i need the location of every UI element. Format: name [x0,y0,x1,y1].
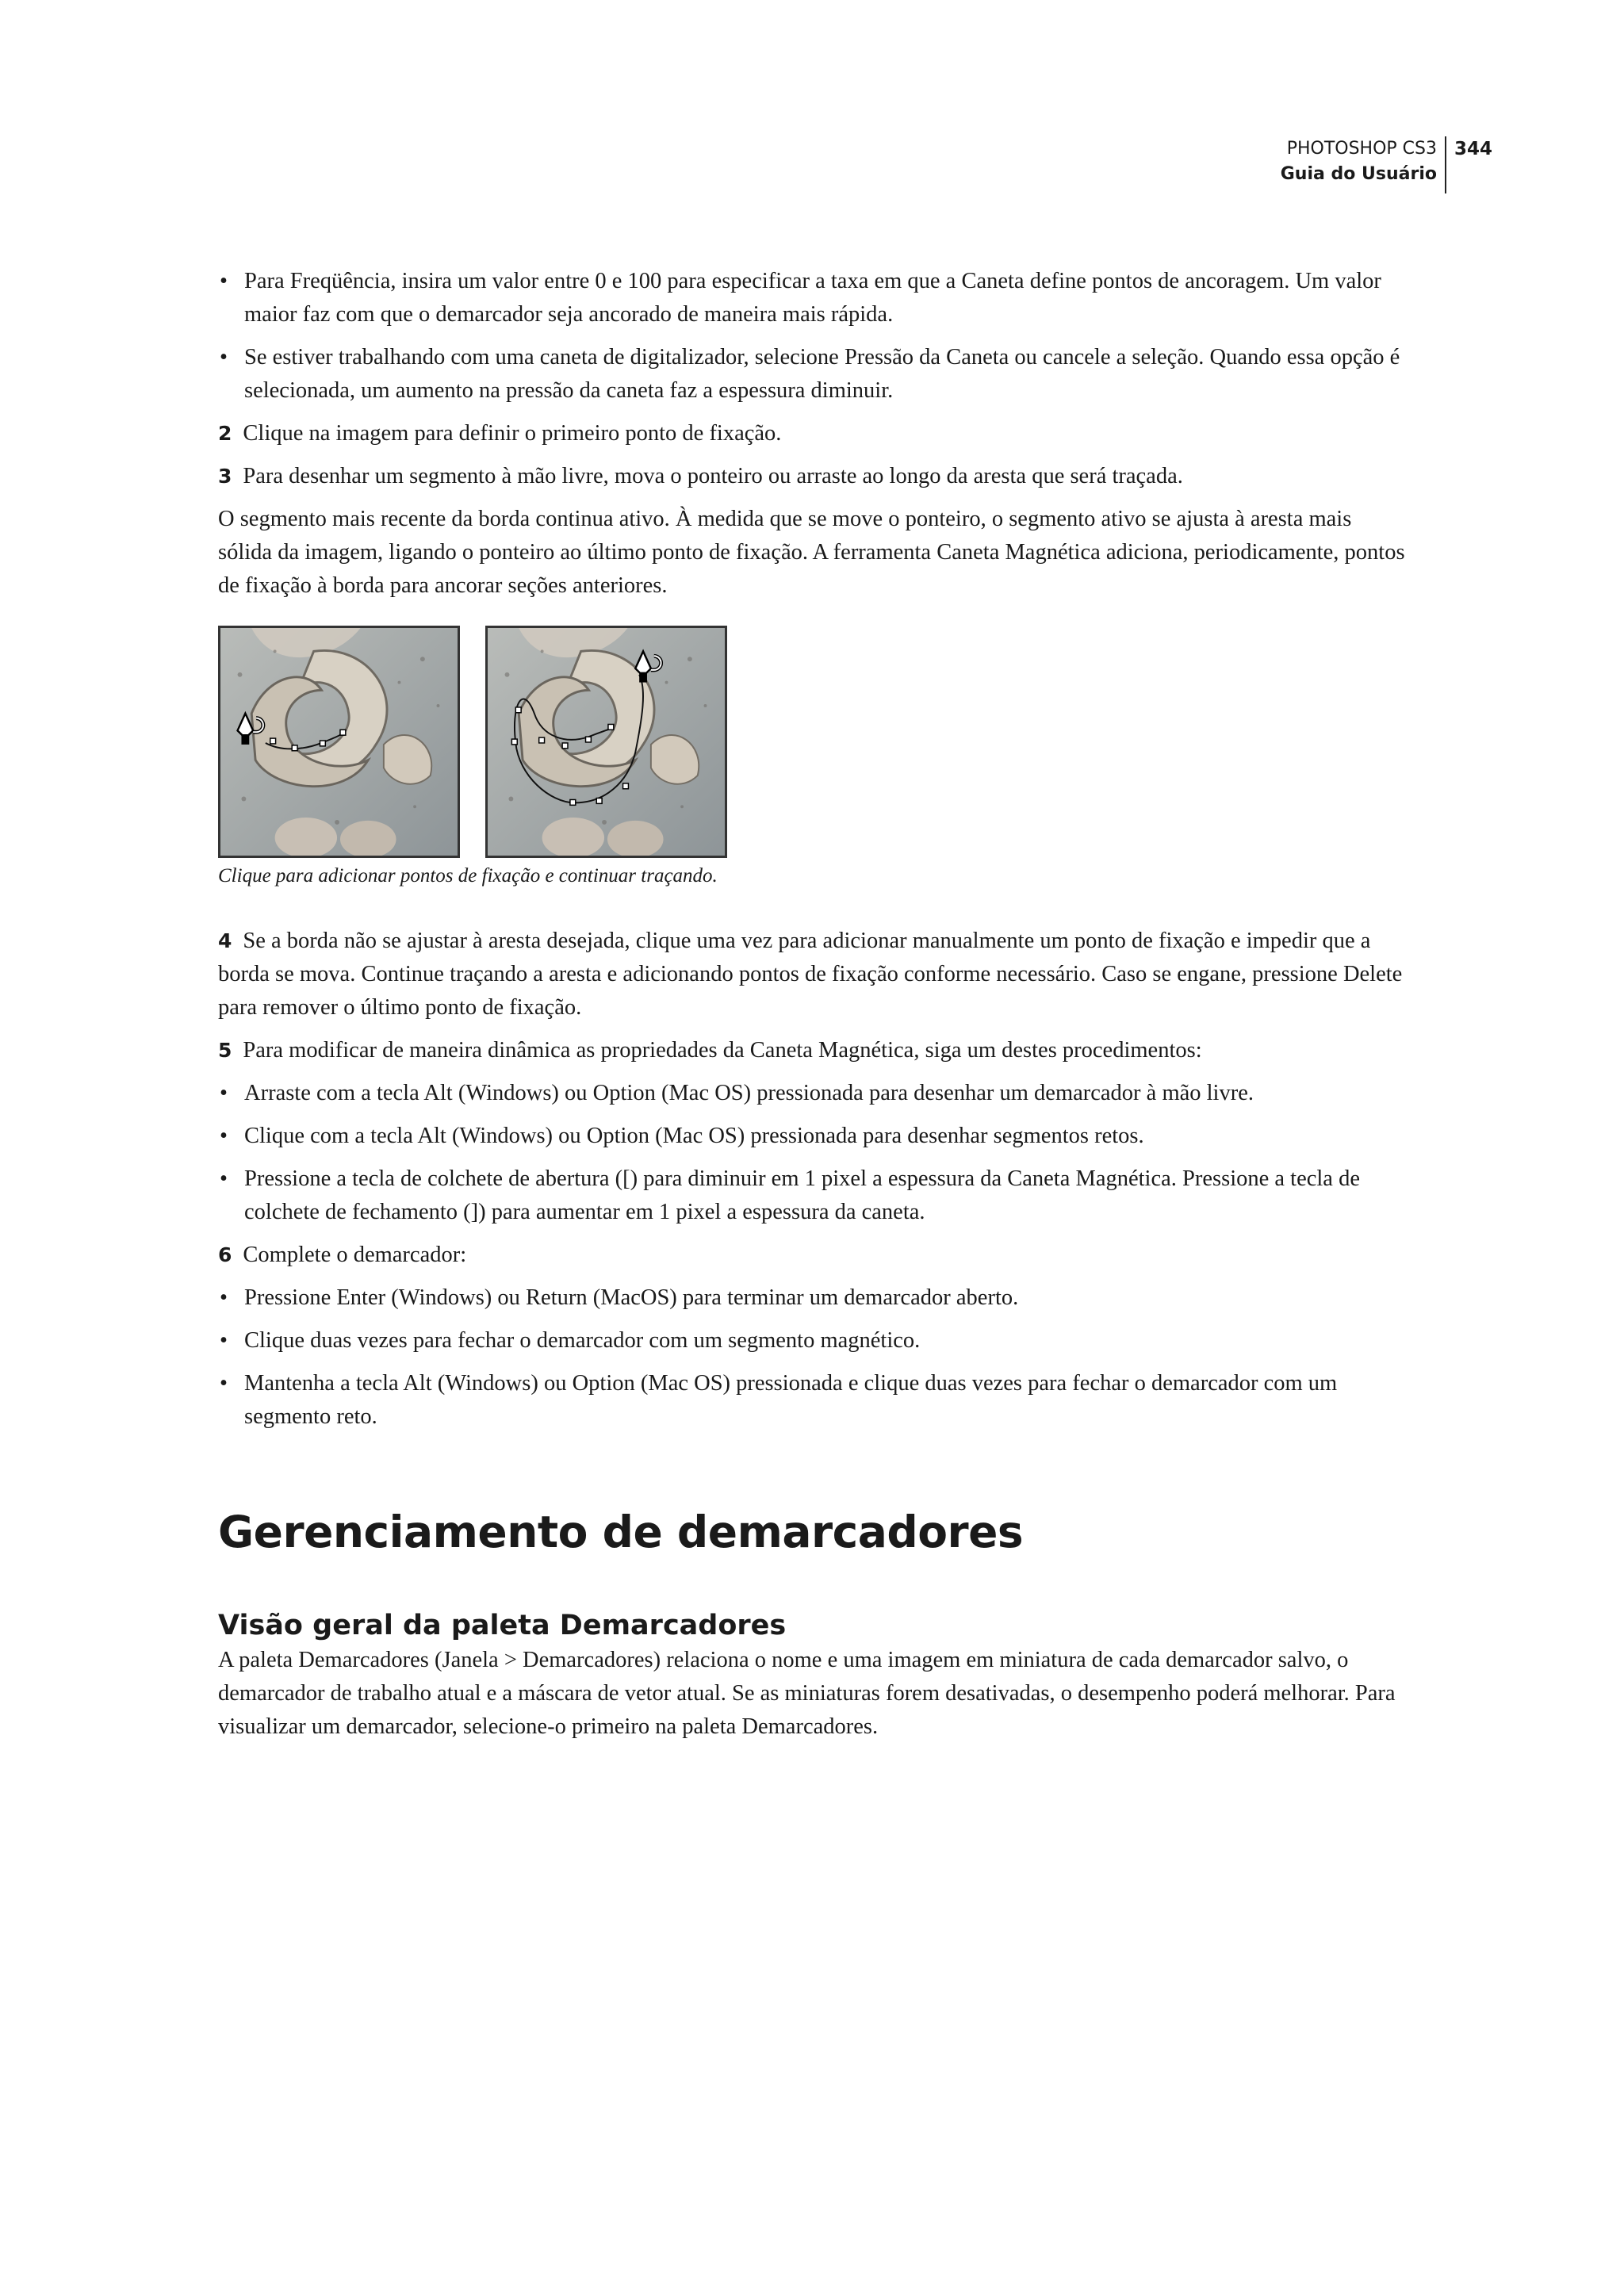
list-item [218,1281,1406,1315]
content-top [218,265,1406,612]
running-header [1281,136,1492,193]
figure-caption: Clique para adicionar pontos de fixação e continuar traçando. [218,865,718,887]
step-3 [218,460,1406,493]
figure-image-right [485,626,727,858]
header-titles [1281,136,1445,193]
bullet-glyph: • [220,269,228,293]
list-item [218,341,1406,408]
step-number: 5 [218,1039,232,1062]
bullet-text: Pressione a tecla de colchete de abertura ([) para diminuir em 1 pixel a espessura da Caneta Magnética. Pressione a tecla de colchete de fechamento (]) para aumentar em 1 pixel a espessura da caneta. [244,1166,1360,1224]
list-item [218,1324,1406,1358]
step-4 [218,925,1406,1024]
step-text: Para modificar de maneira dinâmica as propriedades da Caneta Magnética, siga um destes procedimentos: [243,1038,1202,1063]
subsection-heading: Visão geral da paleta Demarcadores [218,1610,787,1641]
section-heading: Gerenciamento de demarcadores [218,1507,1024,1557]
bullet-glyph: • [220,1081,228,1105]
step-number: 3 [218,465,232,488]
paragraph: O segmento mais recente da borda continua ativo. À medida que se move o ponteiro, o segmento ativo se ajusta à aresta mais sólida da imagem, ligando o ponteiro ao último ponto de fixação. A ferramenta Caneta Magnética adiciona, periodicamente, pontos de fixação à borda para ancorar seções anteriores. [218,507,1405,598]
page-number: 344 [1454,139,1492,159]
bullet-glyph: • [220,1371,228,1396]
step-6 [218,1239,1406,1272]
bullet-text: Arraste com a tecla Alt (Windows) ou Option (Mac OS) pressionada para desenhar um demarcador à mão livre. [244,1081,1254,1105]
header-product: PHOTOSHOP CS3 [1286,139,1437,159]
list-item [218,1162,1406,1229]
bullet-text: Clique duas vezes para fechar o demarcador com um segmento magnético. [244,1328,921,1353]
figure-image-left [218,626,460,858]
figure [218,626,773,895]
step-number: 6 [218,1243,232,1266]
bullet-glyph: • [220,1285,228,1310]
figure-illustration-left [220,628,458,856]
bullet-glyph: • [220,1124,228,1148]
header-divider [1445,136,1446,193]
bullet-text: Se estiver trabalhando com uma caneta de digitalizador, selecione Pressão da Caneta ou cancele a seleção. Quando essa opção é selecionada, um aumento na pressão da caneta faz a espessura diminuir. [244,345,1400,403]
list-item [218,1077,1406,1110]
content-middle [218,925,1406,1443]
step-text: Complete o demarcador: [243,1243,467,1267]
bullet-text: Clique com a tecla Alt (Windows) ou Option (Mac OS) pressionada para desenhar segmentos retos. [244,1124,1144,1148]
step-2 [218,417,1406,450]
figure-illustration-right [488,628,725,856]
bullet-text: Pressione Enter (Windows) ou Return (MacOS) para terminar um demarcador aberto. [244,1285,1019,1310]
step-text: Se a borda não se ajustar à aresta desejada, clique uma vez para adicionar manualmente um ponto de fixação e impedir que a borda se mova. Continue traçando a aresta e adicionando pontos de fixação conforme necessário. Caso se engane, pressione Delete para remover o último ponto de fixação. [218,929,1403,1020]
step-text: Clique na imagem para definir o primeiro ponto de fixação. [243,421,782,446]
bullet-text: Mantenha a tecla Alt (Windows) ou Option (Mac OS) pressionada e clique duas vezes para fechar o demarcador com um segmento reto. [244,1371,1338,1429]
step-text: Para desenhar um segmento à mão livre, mova o ponteiro ou arraste ao longo da aresta que será traçada. [243,464,1183,488]
bullet-glyph: • [220,345,228,370]
header-guide: Guia do Usuário [1280,164,1437,184]
bullet-text: Para Freqüência, insira um valor entre 0 e 100 para especificar a taxa em que a Caneta define pontos de ancoragem. Um valor maior faz com que o demarcador seja ancorado de maneira mais rápida. [244,269,1381,327]
bullet-glyph: • [220,1328,228,1353]
list-item [218,265,1406,331]
list-item [218,1367,1406,1434]
step-5 [218,1034,1406,1067]
step-number: 2 [218,422,232,445]
list-item [218,1120,1406,1153]
bullet-glyph: • [220,1166,228,1191]
paragraph: A paleta Demarcadores (Janela > Demarcadores) relaciona o nome e uma imagem em miniatura de cada demarcador salvo, o demarcador de trabalho atual e a máscara de vetor atual. Se as miniaturas forem desativadas, o desempenho poderá melhorar. Para visualizar um demarcador, selecione-o primeiro na paleta Demarcadores. [218,1648,1396,1739]
step-number: 4 [218,929,232,952]
